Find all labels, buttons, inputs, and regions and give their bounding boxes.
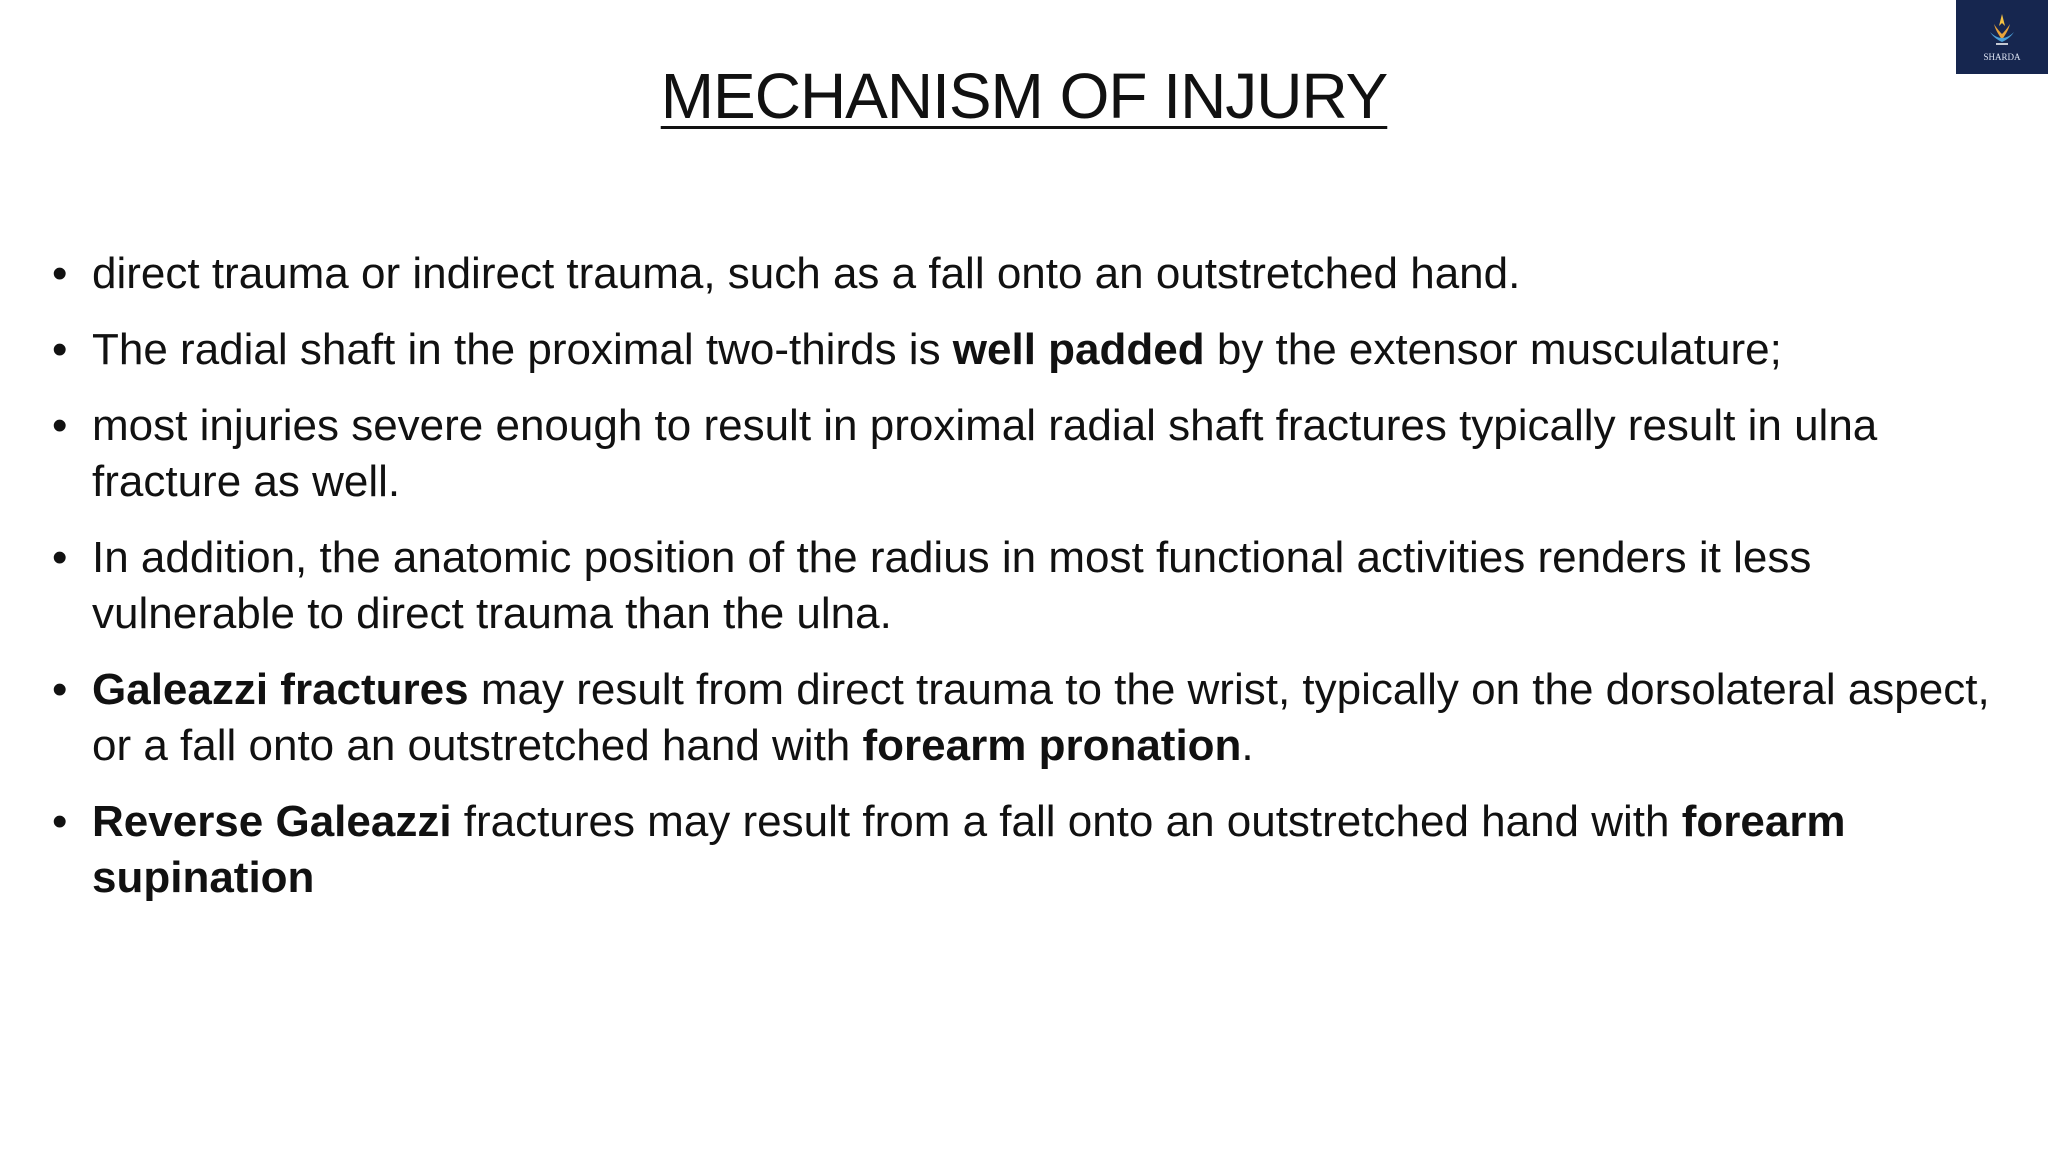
- bullet-dot-icon: •: [52, 797, 68, 846]
- bullet-text: by the extensor musculature;: [1204, 325, 1782, 374]
- bullet-text-bold: well padded: [952, 325, 1205, 374]
- bullet-text-bold: forearm supination: [92, 797, 1846, 902]
- bullet-item: [52, 246, 1992, 302]
- bullet-dot-icon: •: [52, 325, 68, 374]
- bullet-dot-icon: •: [52, 249, 68, 298]
- bullet-item: [52, 662, 1992, 774]
- bullet-text: fractures may result from a fall onto an outstretched hand with: [451, 797, 1682, 846]
- bullet-text: most injuries severe enough to result in proximal radial shaft fractures typically result in ulna fracture as well.: [92, 401, 1878, 506]
- bullet-text: In addition, the anatomic position of the radius in most functional activities renders it less vulnerable to direct trauma than the ulna.: [92, 533, 1812, 638]
- slide-title-text: MECHANISM OF INJURY: [660, 60, 1388, 132]
- bullet-text: direct trauma or indirect trauma, such as a fall onto an outstretched hand.: [92, 249, 1521, 298]
- bullet-text-bold: Galeazzi fractures: [92, 665, 469, 714]
- bullet-item: [52, 398, 1992, 510]
- slide-title: [0, 58, 2048, 134]
- bullet-text: may result from direct trauma to the wrist, typically on the dorsolateral aspect, or a fall onto an outstretched hand with: [92, 665, 1990, 770]
- bullet-item: [52, 530, 1992, 642]
- university-logo-text: SHARDA: [1983, 52, 2021, 62]
- bullet-dot-icon: •: [52, 401, 68, 450]
- bullet-item: [52, 794, 1992, 906]
- bullet-text-bold: Reverse Galeazzi: [92, 797, 452, 846]
- bullet-list: [52, 246, 1992, 926]
- bullet-dot-icon: •: [52, 533, 68, 582]
- bullet-text: The radial shaft in the proximal two-thirds is: [92, 325, 953, 374]
- bullet-item: [52, 322, 1992, 378]
- university-logo-icon: [1982, 10, 2022, 50]
- bullet-text-bold: forearm pronation: [862, 721, 1242, 770]
- bullet-text: .: [1241, 721, 1254, 770]
- bullet-dot-icon: •: [52, 665, 68, 714]
